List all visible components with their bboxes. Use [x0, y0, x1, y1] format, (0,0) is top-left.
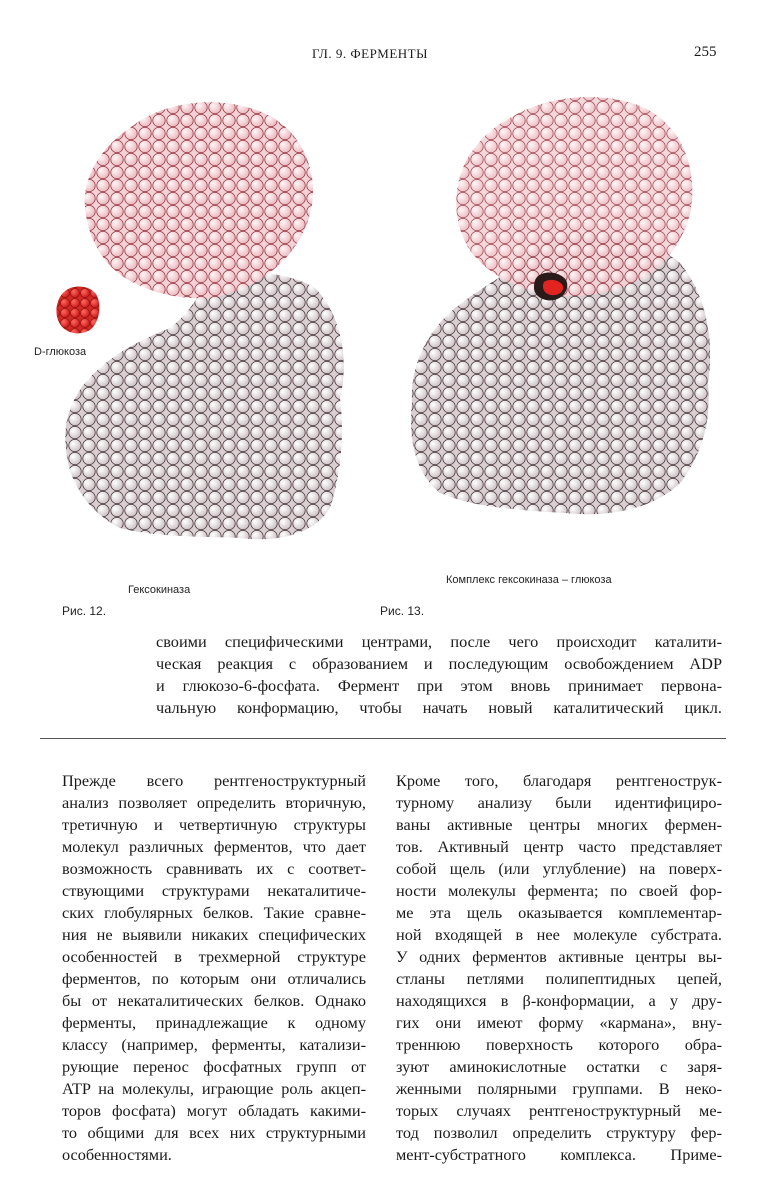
- left-column: [62, 770, 366, 1166]
- continuation-paragraph: [156, 631, 722, 719]
- text-line: особенностями.: [62, 1145, 172, 1164]
- text-line: рующие перенос фосфатных групп от: [62, 1057, 366, 1076]
- text-line: анализ позволяет определить вторичную,: [62, 793, 366, 812]
- text-line: треннюю поверхность которого обра-: [396, 1035, 722, 1054]
- text-line: ваны активные центры многих фермен-: [396, 815, 722, 834]
- text-line: ме эта щель оказывается комплементар-: [396, 903, 722, 922]
- text-line: особенностей в трехмерной структуре: [62, 947, 366, 966]
- hexokinase-pink-domain: [85, 102, 313, 298]
- text-line: возможность сравнивать их с соответ-: [62, 859, 366, 878]
- complex-label: Комплекс гексокиназа – глюкоза: [446, 574, 612, 586]
- text-line: классу (например, ферменты, катализи-: [62, 1035, 366, 1054]
- d-glucose-label: D-глюкоза: [34, 346, 87, 358]
- text-line: Прежде всего рентгеноструктурный: [62, 771, 366, 790]
- text-line: торых случаях рентгеноструктурный ме-: [396, 1101, 722, 1120]
- text-line: чальную конформацию, чтобы начать новый каталитический цикл.: [156, 698, 722, 717]
- text-line: торов фосфата) могут обладать какими-: [62, 1101, 366, 1120]
- text-line: гих они имеют форму «кармана», вну-: [396, 1013, 722, 1032]
- complex-pink-domain: [456, 97, 692, 296]
- figure-13-caption: Рис. 13.: [380, 604, 425, 618]
- section-divider: [40, 738, 726, 739]
- text-line: тов. Активный центр часто представляет: [396, 837, 722, 856]
- text-line: ферментов, по которым они отличались: [62, 969, 366, 988]
- text-line: тод позволил определить структуру фер-: [396, 1123, 722, 1142]
- page-number: 255: [694, 44, 717, 60]
- text-line: ATP на молекулы, играющие роль акцеп-: [62, 1079, 366, 1098]
- text-line: турному анализу были идентифициро-: [396, 793, 722, 812]
- d-glucose-molecule: [56, 287, 99, 334]
- figure-12-hexokinase: [34, 88, 370, 596]
- text-line: находящихся в β-конформации, а у дру-: [396, 991, 722, 1010]
- hexokinase-gray-domain: [65, 273, 344, 539]
- text-line: Кроме того, благодаря рентгенострук-: [396, 771, 722, 790]
- text-line: ной входящей в нее молекуле субстрата.: [396, 925, 722, 944]
- text-line: У одних ферментов активные центры вы-: [396, 947, 722, 966]
- text-line: ферменты, принадлежащие к одному: [62, 1013, 366, 1032]
- hexokinase-model: [40, 88, 370, 588]
- figure-12-caption: Рис. 12.: [62, 604, 107, 618]
- text-line: зуют аминокислотные остатки с заря-: [396, 1057, 722, 1076]
- hexokinase-label: Гексокиназа: [128, 584, 191, 596]
- text-line: ствующими структурами некаталитиче-: [62, 881, 366, 900]
- text-line: ния не выявили никаких специфических: [62, 925, 366, 944]
- text-line: ских глобулярных белков. Такие сравне-: [62, 903, 366, 922]
- text-line: стланы петлями полипептидных цепей,: [396, 969, 722, 988]
- text-line: ческая реакция с образованием и последующим освобождением ADP: [156, 654, 722, 673]
- text-line: мент-субстратного комплекса. Приме-: [396, 1145, 722, 1164]
- text-line: молекул различных ферментов, что дает: [62, 837, 366, 856]
- text-line: бы от некаталитических белков. Однако: [62, 991, 366, 1010]
- text-line: то общими для всех них структурными: [62, 1123, 366, 1142]
- running-header-title: ГЛ. 9. ФЕРМЕНТЫ: [312, 46, 428, 61]
- text-line: собой щель (или углубление) на поверх-: [396, 859, 722, 878]
- text-line: женными полярными группами. В неко-: [396, 1079, 722, 1098]
- text-line: третичную и четвертичную структуры: [62, 815, 366, 834]
- figure-13-complex: [400, 88, 730, 586]
- text-line: и глюкозо-6-фосфата. Фермент при этом вновь принимает первона-: [156, 676, 722, 695]
- text-line: ности молекулы фермента; по своей фор-: [396, 881, 722, 900]
- text-line: своими специфическими центрами, после чего происходит каталити-: [156, 632, 722, 651]
- right-column: [396, 770, 722, 1166]
- complex-model: [400, 88, 730, 528]
